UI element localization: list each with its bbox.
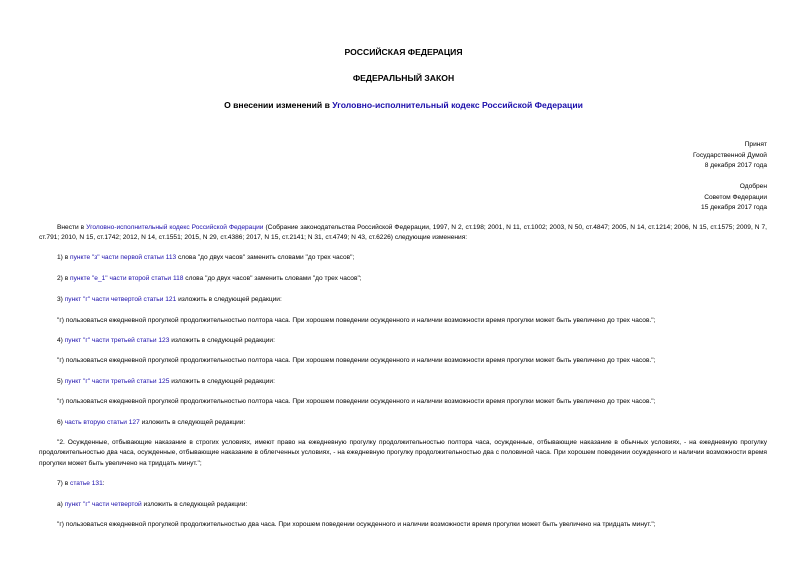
item-7a-text: изложить в следующей редакции: <box>141 501 248 508</box>
adopted-body: Государственной Думой <box>693 151 767 159</box>
item-5 <box>39 377 767 387</box>
item-7a-num: а) <box>57 501 65 508</box>
item-5-text: изложить в следующей редакции: <box>169 378 275 385</box>
item-4-link[interactable]: пункт "г" части третьей статьи 123 <box>64 337 170 344</box>
item-1 <box>39 253 767 263</box>
item-7-link[interactable]: статье 131 <box>70 480 103 487</box>
item-2 <box>39 274 767 284</box>
intro-post: (Собрание законодательства Российской Федерации, 1997, N 2, ст.198; 2001, N 11, ст.1002; 2003, N 50, ст.4847; 2005, N 14, ст.1214; 2006, N 15, ст.1575; 2009, N 7, ст.791; 2010, N 15, ст.1742; 2012, N 14, ст.1551; 2015, N 29, ст.4386; 2017, N 15, ст.2141; N 31, ст.4749; N 43, ст.6226) следующие изменения: <box>39 224 768 242</box>
item-2-text: слова "до двух часов" заменить словами "до трех часов"; <box>183 275 362 282</box>
item-7-num: 7) в <box>57 480 71 487</box>
item-4-num: 4) <box>57 337 65 344</box>
law-title-prefix: О внесении изменений в <box>224 100 333 110</box>
code-link-intro[interactable]: Уголовно-исполнительный кодекс Российской Федерации <box>86 224 264 231</box>
item-3-link[interactable]: пункт "г" части четвертой статьи 121 <box>64 296 177 303</box>
item-4-quote: "г) пользоваться ежедневной прогулкой продолжительностью полтора часа. При хорошем поведении осужденного и наличии возможности время прогулки может быть увеличено до трех часов."; <box>57 357 656 364</box>
adopted-date: 8 декабря 2017 года <box>704 162 767 170</box>
item-6-text: изложить в следующей редакции: <box>139 419 246 426</box>
item-3-quote: "г) пользоваться ежедневной прогулкой продолжительностью полтора часа. При хорошем поведении осужденного и наличии возможности время прогулки может быть увеличено до трех часов."; <box>57 317 656 324</box>
item-1-text: слова "до двух часов" заменить словами "до трех часов"; <box>176 254 355 261</box>
document-type-heading: ФЕДЕРАЛЬНЫЙ ЗАКОН <box>352 73 455 83</box>
intro-pre: Внести в <box>57 224 87 231</box>
approved-body: Советом Федерации <box>704 193 767 201</box>
adopted-label: Принят <box>744 141 767 148</box>
item-6-link[interactable]: часть вторую статьи 127 <box>64 419 140 426</box>
country-heading: РОССИЙСКАЯ ФЕДЕРАЦИЯ <box>344 47 463 57</box>
approved-label: Одобрен <box>739 183 767 190</box>
item-5-link[interactable]: пункт "г" части третьей статьи 125 <box>64 378 170 385</box>
item-7a-quote: "г) пользоваться ежедневной прогулкой продолжительностью два часа. При хорошем поведении осужденного и наличии возможности время прогулки может быть увеличено на тридцать минут."; <box>57 521 656 528</box>
item-6-num: 6) <box>57 419 65 426</box>
item-5-num: 5) <box>57 378 65 385</box>
item-4 <box>39 336 767 346</box>
approved-block <box>701 182 767 214</box>
item-1-num: 1) в <box>57 254 71 261</box>
item-3-text: изложить в следующей редакции: <box>176 296 282 303</box>
item-7-text: : <box>102 480 105 487</box>
intro-paragraph <box>39 223 767 244</box>
item-3-num: 3) <box>57 296 65 303</box>
code-link-title[interactable]: Уголовно-исполнительный кодекс Российской Федерации <box>332 100 583 110</box>
item-7a <box>39 500 767 510</box>
item-6 <box>39 418 767 428</box>
approved-date: 15 декабря 2017 года <box>701 204 767 212</box>
item-2-num: 2) в <box>57 275 71 282</box>
item-4-text: изложить в следующей редакции: <box>169 337 275 344</box>
item-7a-link[interactable]: пункт "г" части четвертой <box>64 501 142 508</box>
item-6-quote: "2. Осужденные, отбывающие наказание в строгих условиях, имеют право на ежедневную прогулку продолжительностью полтора часа, осужденные, отбывающие наказание в обычных условиях, - на ежедневную прогулку продолжительностью два часа, осужденные, отбывающие наказание в облегченных условиях, - на ежедневную прогулку продолжительностью два с половиной часа. При хорошем поведении осужденного и наличии возможности время прогулки может быть увеличено на тридцать минут."; <box>39 439 767 467</box>
item-2-link[interactable]: пункте "е_1" части второй статьи 118 <box>70 275 184 282</box>
item-7 <box>39 479 767 489</box>
item-3 <box>39 295 767 305</box>
adopted-block <box>693 140 767 172</box>
item-1-link[interactable]: пункте "з" части первой статьи 113 <box>70 254 177 261</box>
law-title <box>0 100 807 110</box>
item-5-quote: "г) пользоваться ежедневной прогулкой продолжительностью полтора часа. При хорошем поведении осужденного и наличии возможности время прогулки может быть увеличено до трех часов."; <box>57 398 656 405</box>
